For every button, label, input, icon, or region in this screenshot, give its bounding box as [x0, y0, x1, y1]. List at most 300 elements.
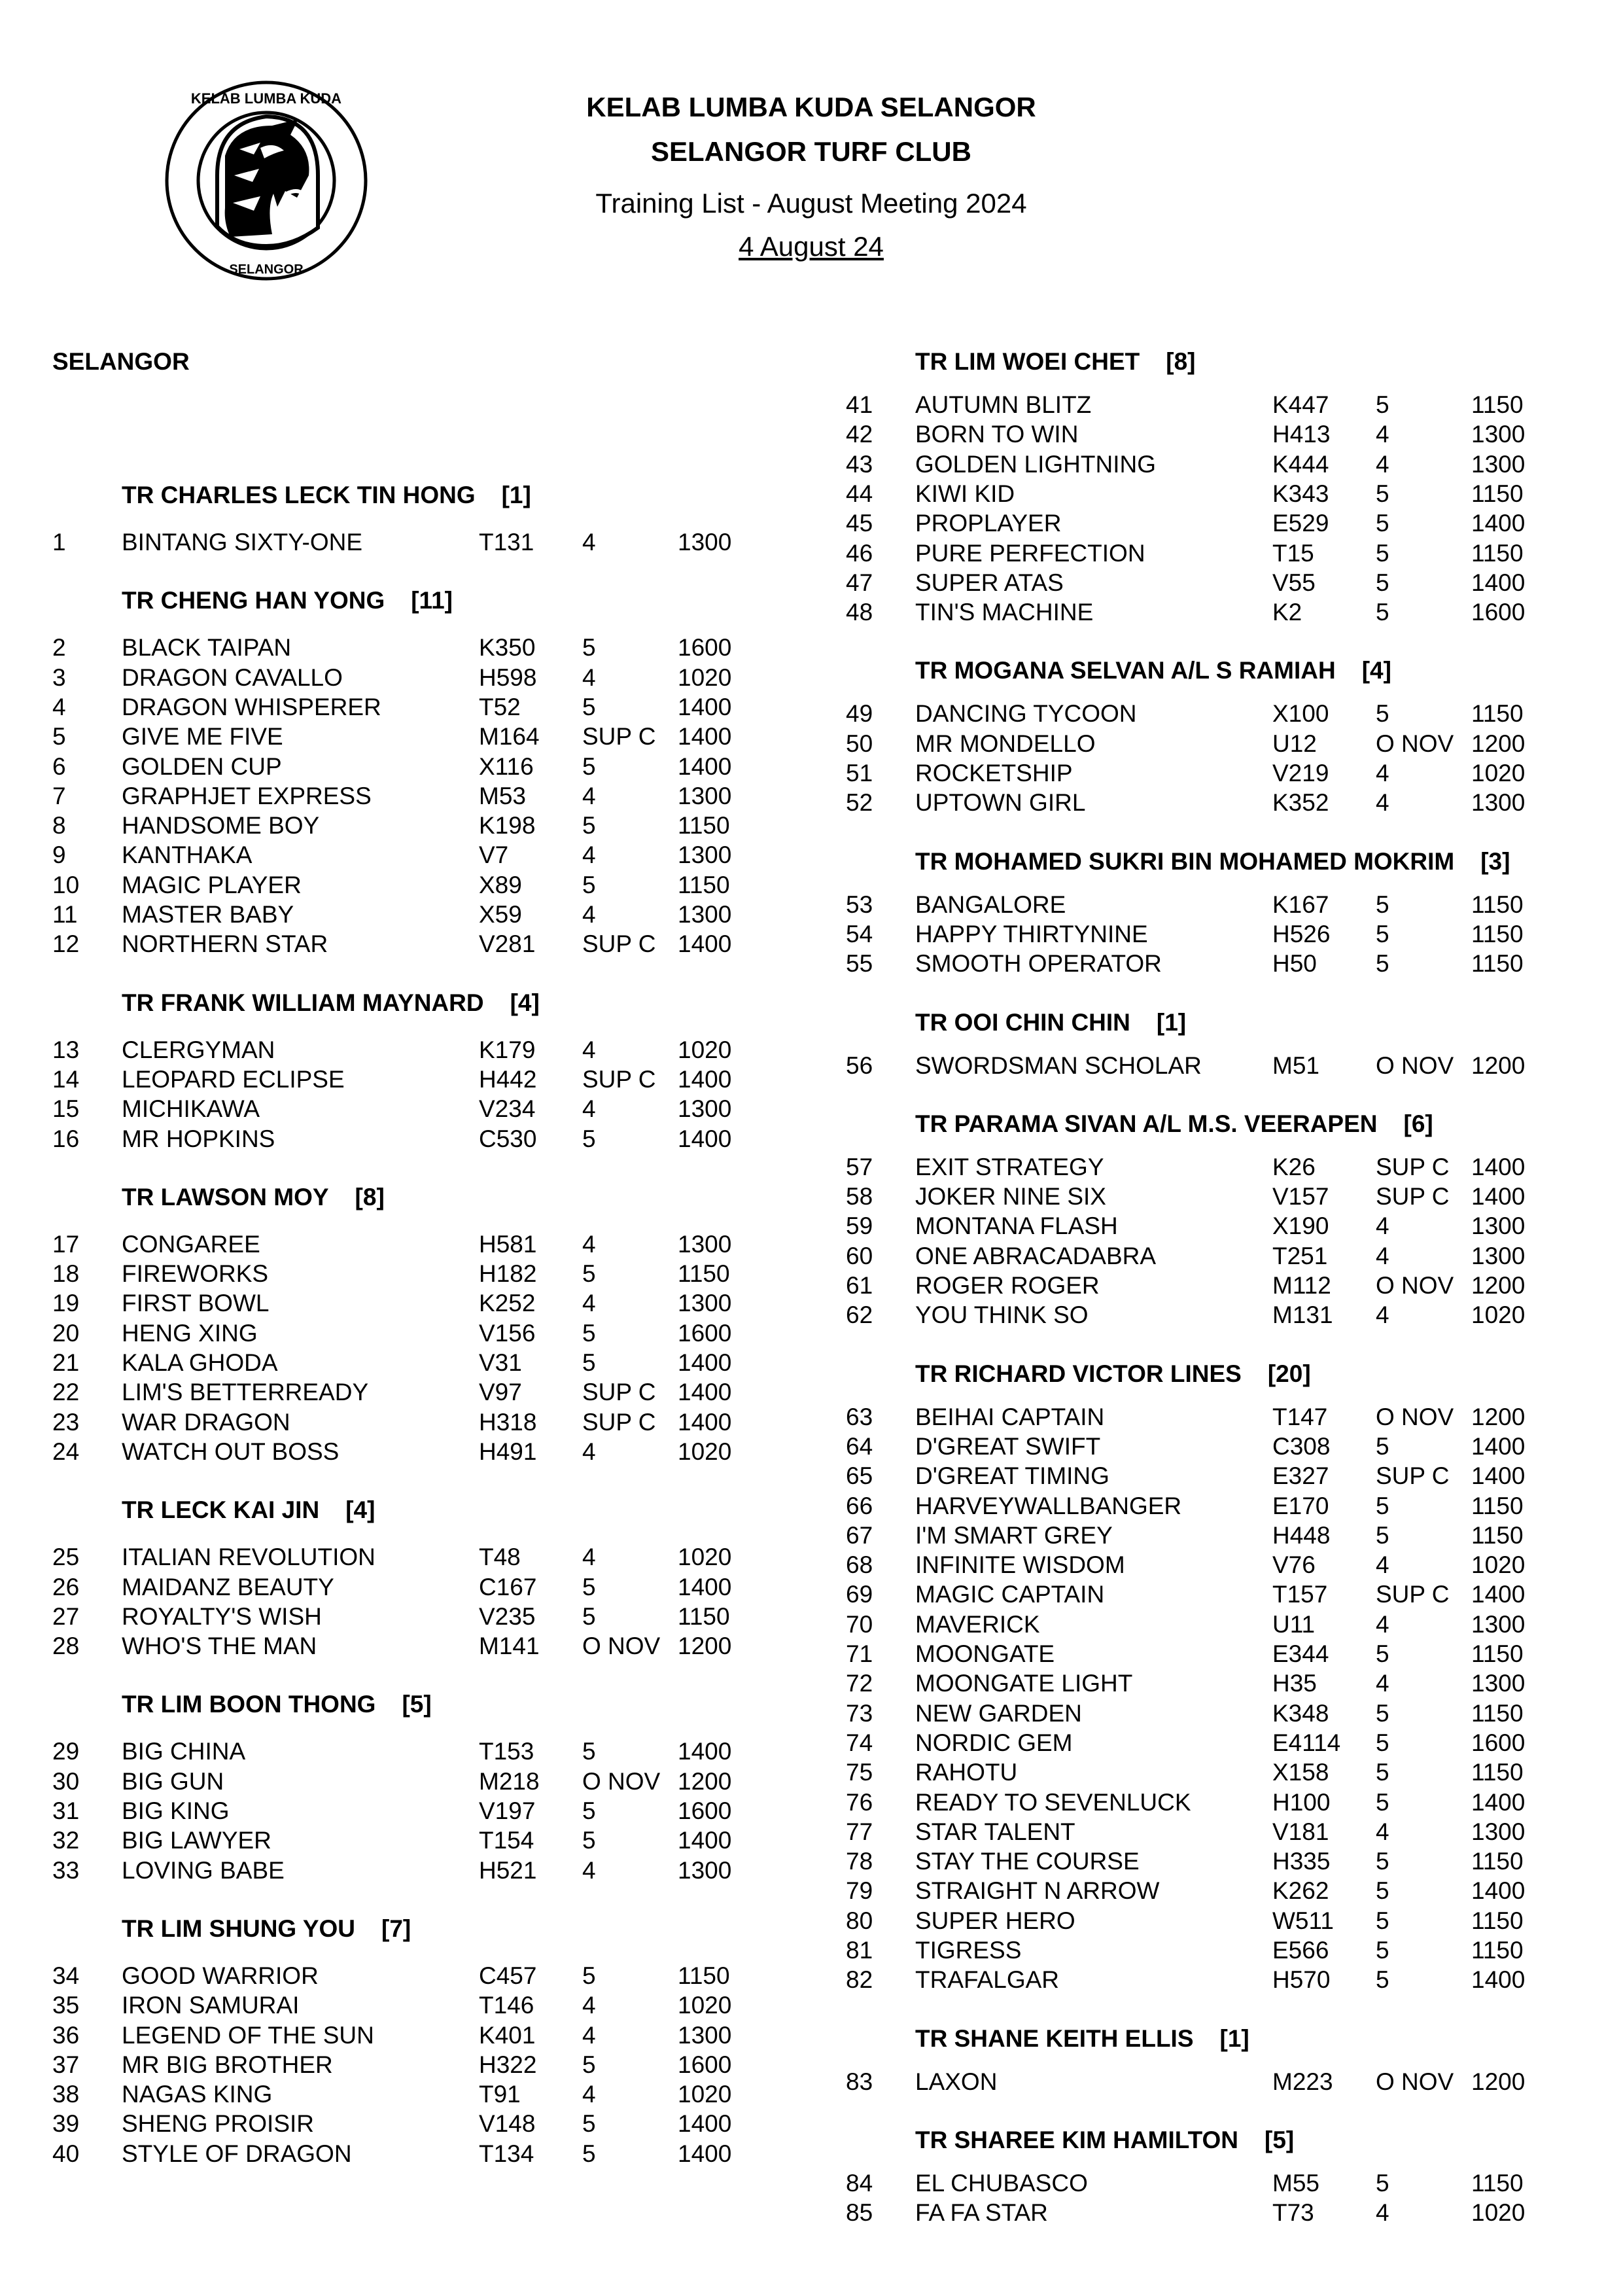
horse-class: 5 [582, 2140, 596, 2167]
horse-class: O NOV [1376, 1051, 1454, 1079]
horse-distance: 1150 [1471, 1640, 1524, 1667]
horse-number: 31 [52, 1797, 80, 1824]
horse-brand: M55 [1272, 2169, 1319, 2197]
horse-row [52, 664, 772, 694]
horse-name: CONGAREE [122, 1230, 260, 1258]
horse-name: MAGIC PLAYER [122, 871, 302, 898]
horse-row [846, 700, 1565, 730]
horse-row [52, 1036, 772, 1067]
horse-distance: 1300 [678, 1290, 732, 1317]
horse-distance: 1020 [1471, 1301, 1526, 1329]
horse-brand: V55 [1272, 569, 1316, 596]
trainer-horse-count: [8] [355, 1183, 385, 1210]
horse-distance: 1400 [1471, 1581, 1526, 1608]
horse-name: BANGALORE [915, 891, 1066, 918]
horse-brand: X89 [479, 871, 522, 898]
horse-number: 32 [52, 1827, 80, 1854]
horse-number: 54 [846, 920, 873, 947]
horse-brand: C167 [479, 1573, 537, 1600]
horse-distance: 1150 [678, 1602, 730, 1630]
horse-number: 6 [52, 752, 66, 780]
horse-class: 5 [1376, 391, 1389, 418]
horse-row [846, 2170, 1565, 2200]
horse-brand: U11 [1272, 1610, 1316, 1638]
horse-brand: W511 [1272, 1907, 1334, 1934]
horse-distance: 1200 [678, 1633, 732, 1660]
horse-class: 5 [1376, 1729, 1389, 1756]
trainer-name: TR OOI CHIN CHIN [915, 1008, 1130, 1036]
horse-distance: 1150 [1471, 1937, 1524, 1964]
horse-row [846, 1154, 1565, 1184]
horse-name: DANCING TYCOON [915, 700, 1137, 728]
horse-name: MAGIC CAPTAIN [915, 1581, 1105, 1608]
horse-row [846, 1966, 1565, 1996]
horse-row [52, 2051, 772, 2081]
horse-name: D'GREAT TIMING [915, 1462, 1109, 1490]
horse-number: 28 [52, 1633, 80, 1660]
horse-brand: T154 [479, 1827, 534, 1854]
horse-number: 80 [846, 1907, 873, 1934]
trainer-name: TR RICHARD VICTOR LINES [915, 1360, 1242, 1387]
horse-name: READY TO SEVENLUCK [915, 1788, 1191, 1816]
horse-brand: V181 [1272, 1818, 1329, 1845]
horse-number: 76 [846, 1788, 873, 1816]
horse-row [52, 1125, 772, 1156]
horse-number: 50 [846, 730, 873, 757]
horse-distance: 1150 [1471, 920, 1524, 947]
trainer-horse-count: [6] [1403, 1110, 1433, 1137]
horse-number: 64 [846, 1432, 873, 1460]
trainer-heading [122, 587, 453, 614]
horse-class: 5 [582, 1260, 596, 1288]
horse-distance: 1400 [1471, 569, 1526, 596]
horse-class: 5 [582, 634, 596, 662]
trainer-name: TR CHENG HAN YONG [122, 587, 385, 614]
horse-brand: K2 [1272, 599, 1302, 626]
horse-row [52, 812, 772, 842]
trainer-heading [915, 1110, 1433, 1138]
horse-number: 34 [52, 1962, 80, 1989]
horse-brand: E327 [1272, 1462, 1329, 1490]
horse-row [846, 1492, 1565, 1523]
horse-distance: 1400 [678, 930, 732, 958]
horse-name: YOU THINK SO [915, 1301, 1089, 1329]
horse-class: 5 [582, 1573, 596, 1600]
horse-class: 4 [582, 782, 596, 809]
horse-name: BORN TO WIN [915, 421, 1079, 448]
horse-distance: 1150 [678, 871, 730, 898]
horse-row [846, 1433, 1565, 1463]
horse-distance: 1600 [678, 2051, 732, 2078]
horse-row [846, 1877, 1565, 1907]
trainer-horse-count: [1] [501, 482, 531, 508]
horse-brand: V156 [479, 1319, 536, 1347]
horse-name: STAY THE COURSE [915, 1848, 1140, 1875]
horse-class: O NOV [582, 1767, 661, 1795]
horse-distance: 1300 [678, 1095, 732, 1123]
horse-brand: H526 [1272, 920, 1331, 947]
horse-class: SUP C [582, 1379, 656, 1406]
horse-brand: K444 [1272, 450, 1329, 478]
horse-name: MICHIKAWA [122, 1095, 260, 1123]
trainer-heading [915, 2025, 1249, 2053]
horse-distance: 1400 [678, 1573, 732, 1600]
horse-row [846, 1759, 1565, 1789]
horse-class: 5 [1376, 1848, 1389, 1875]
horse-number: 19 [52, 1290, 80, 1317]
horse-number: 47 [846, 569, 873, 596]
horse-distance: 1400 [678, 1125, 732, 1152]
horse-class: O NOV [1376, 1272, 1454, 1299]
horse-name: FIREWORKS [122, 1260, 269, 1288]
horse-number: 29 [52, 1738, 80, 1765]
horse-row [846, 1212, 1565, 1243]
horse-distance: 1300 [678, 901, 732, 928]
horse-number: 78 [846, 1848, 873, 1875]
horse-number: 69 [846, 1581, 873, 1608]
horse-class: 4 [1376, 1242, 1389, 1269]
trainer-heading [122, 1691, 432, 1718]
horse-distance: 1020 [678, 1036, 732, 1063]
horse-class: 4 [1376, 789, 1389, 817]
horse-class: 4 [582, 841, 596, 869]
horse-name: GOOD WARRIOR [122, 1962, 319, 1989]
trainer-horse-count: [5] [1265, 2126, 1295, 2153]
horse-class: 4 [582, 663, 596, 691]
horse-row [846, 480, 1565, 510]
horse-distance: 1400 [678, 1738, 732, 1765]
trainer-horse-count: [5] [402, 1691, 432, 1718]
horse-class: 4 [1376, 450, 1389, 478]
horse-brand: T52 [479, 693, 521, 720]
horse-class: SUP C [582, 930, 656, 958]
horse-number: 58 [846, 1183, 873, 1210]
logo-text-bottom: SELANGOR [229, 262, 304, 277]
horse-number: 10 [52, 871, 80, 898]
horse-distance: 1600 [1471, 599, 1526, 626]
horse-row [846, 1611, 1565, 1641]
horse-brand: M223 [1272, 2068, 1333, 2095]
horse-brand: V7 [479, 841, 509, 869]
horse-brand: M141 [479, 1633, 540, 1660]
horse-distance: 1200 [1471, 1403, 1526, 1430]
horse-class: 4 [582, 1290, 596, 1317]
trainer-name: TR LAWSON MOY [122, 1183, 329, 1210]
horse-row [846, 760, 1565, 790]
horse-distance: 1300 [1471, 1670, 1526, 1697]
horse-name: LEOPARD ECLIPSE [122, 1065, 345, 1093]
horse-brand: C457 [479, 1962, 537, 1989]
horse-number: 38 [52, 2081, 80, 2108]
horse-row [52, 694, 772, 724]
horse-number: 41 [846, 391, 873, 418]
horse-name: TIN'S MACHINE [915, 599, 1094, 626]
horse-name: BLACK TAIPAN [122, 634, 292, 662]
horse-number: 16 [52, 1125, 80, 1152]
horse-distance: 1150 [678, 1260, 730, 1288]
horse-name: MAIDANZ BEAUTY [122, 1573, 334, 1600]
horse-distance: 1200 [678, 1767, 732, 1795]
horse-name: DRAGON WHISPERER [122, 693, 381, 720]
trainer-heading [915, 848, 1510, 875]
horse-class: 5 [1376, 1699, 1389, 1727]
horse-row [846, 1907, 1565, 1937]
horse-distance: 1150 [1471, 1848, 1524, 1875]
horse-row [846, 1729, 1565, 1759]
horse-row [846, 1272, 1565, 1302]
horse-row [846, 1462, 1565, 1492]
horse-name: MOONGATE [915, 1640, 1055, 1667]
horse-distance: 1020 [678, 1992, 732, 2019]
horse-row [52, 930, 772, 961]
horse-row [846, 569, 1565, 599]
horse-name: HAPPY THIRTYNINE [915, 920, 1148, 947]
horse-class: 4 [1376, 1670, 1389, 1697]
horse-number: 8 [52, 812, 66, 839]
trainer-heading [122, 1496, 375, 1524]
horse-brand: T134 [479, 2140, 534, 2167]
horse-row [52, 1260, 772, 1290]
horse-brand: K252 [479, 1290, 536, 1317]
horse-number: 55 [846, 950, 873, 978]
trainer-heading [915, 2127, 1294, 2154]
horse-number: 66 [846, 1492, 873, 1519]
horse-class: 5 [1376, 700, 1389, 728]
horse-name: MONTANA FLASH [915, 1212, 1118, 1240]
horse-brand: H570 [1272, 1966, 1331, 1994]
horse-name: STAR TALENT [915, 1818, 1075, 1845]
horse-brand: V157 [1272, 1183, 1329, 1210]
horse-distance: 1150 [1471, 950, 1524, 978]
horse-brand: V219 [1272, 760, 1329, 786]
horse-name: TIGRESS [915, 1937, 1022, 1964]
trainer-name: TR LIM WOEI CHET [915, 348, 1140, 375]
trainer-horse-count: [4] [1361, 657, 1391, 684]
horse-name: SHENG PROISIR [122, 2110, 314, 2138]
horse-number: 72 [846, 1670, 873, 1697]
horse-row [52, 872, 772, 902]
horse-distance: 1400 [678, 1065, 732, 1093]
horse-number: 18 [52, 1260, 80, 1288]
horse-row [52, 2081, 772, 2111]
trainer-horse-count: [4] [345, 1496, 375, 1524]
club-name-malay: KELAB LUMBA KUDA SELANGOR [586, 92, 1036, 122]
horse-class: 5 [1376, 510, 1389, 537]
horse-row [846, 451, 1565, 481]
trainer-heading [915, 348, 1195, 376]
trainer-heading [122, 1915, 411, 1943]
horse-row [846, 1818, 1565, 1848]
horse-row [52, 1095, 772, 1125]
horse-name: TRAFALGAR [915, 1966, 1059, 1994]
horse-class: 4 [1376, 1818, 1389, 1845]
horse-name: LAXON [915, 2068, 998, 2095]
horse-class: SUP C [1376, 1183, 1450, 1210]
horse-row [846, 391, 1565, 421]
horse-brand: C308 [1272, 1432, 1331, 1460]
horse-number: 48 [846, 599, 873, 626]
horse-class: 5 [582, 871, 596, 898]
horse-class: 5 [1376, 1492, 1389, 1519]
horse-name: STRAIGHT N ARROW [915, 1877, 1160, 1905]
horse-row [52, 1290, 772, 1320]
horse-number: 46 [846, 539, 873, 567]
horse-distance: 1150 [1471, 2169, 1524, 2197]
horse-brand: H322 [479, 2051, 537, 2078]
horse-class: SUP C [582, 1408, 656, 1436]
club-name-english: SELANGOR TURF CLUB [651, 136, 971, 167]
horse-distance: 1400 [678, 2110, 732, 2138]
horse-name: EXIT STRATEGY [915, 1153, 1104, 1180]
horse-name: FIRST BOWL [122, 1290, 270, 1317]
horse-class: O NOV [1376, 730, 1454, 757]
horse-brand: T48 [479, 1544, 521, 1571]
horse-number: 82 [846, 1966, 873, 1994]
horse-distance: 1020 [1471, 1551, 1526, 1579]
horse-distance: 1150 [1471, 1699, 1524, 1727]
horse-class: 5 [582, 1602, 596, 1630]
horse-name: BIG LAWYER [122, 1827, 271, 1854]
horse-class: 4 [582, 529, 596, 556]
horse-name: SUPER ATAS [915, 569, 1064, 596]
horse-distance: 1020 [1471, 760, 1526, 786]
horse-row [846, 1243, 1565, 1273]
horse-brand: K179 [479, 1036, 536, 1063]
horse-number: 7 [52, 782, 66, 809]
horse-number: 33 [52, 1856, 80, 1884]
horse-row [52, 1544, 772, 1574]
horse-number: 12 [52, 930, 80, 958]
horse-row [846, 540, 1565, 570]
horse-class: 5 [582, 1797, 596, 1824]
horse-distance: 1200 [1471, 1051, 1526, 1079]
horse-row [846, 2068, 1565, 2098]
horse-distance: 1300 [1471, 450, 1526, 478]
horse-class: 5 [1376, 539, 1389, 567]
horse-distance: 1150 [1471, 700, 1524, 728]
horse-brand: M131 [1272, 1301, 1333, 1329]
horse-row [52, 723, 772, 753]
horse-distance: 1600 [678, 1797, 732, 1824]
horse-brand: H318 [479, 1408, 537, 1436]
horse-name: RAHOTU [915, 1759, 1018, 1786]
horse-class: 4 [582, 2081, 596, 2108]
trainer-name: TR CHARLES LECK TIN HONG [122, 482, 476, 508]
horse-name: ROYALTY'S WISH [122, 1602, 322, 1630]
horse-number: 60 [846, 1242, 873, 1269]
horse-distance: 1200 [1471, 1272, 1526, 1299]
horse-row [846, 1183, 1565, 1213]
horse-class: O NOV [1376, 1403, 1454, 1430]
horse-distance: 1150 [1471, 480, 1524, 507]
horse-name: HANDSOME BOY [122, 812, 320, 839]
horse-brand: K167 [1272, 891, 1329, 918]
trainer-horse-count: [8] [1166, 348, 1196, 375]
horse-number: 22 [52, 1379, 80, 1406]
horse-name: GIVE ME FIVE [122, 723, 283, 751]
horse-distance: 1600 [678, 634, 732, 662]
horse-distance: 1300 [678, 1230, 732, 1258]
horse-name: MR BIG BROTHER [122, 2051, 333, 2078]
horse-distance: 1300 [678, 2021, 732, 2049]
horse-class: 5 [1376, 1937, 1389, 1964]
horse-row [846, 1670, 1565, 1700]
horse-brand: H35 [1272, 1670, 1317, 1697]
horse-class: 5 [582, 1827, 596, 1854]
horse-brand: V197 [479, 1797, 536, 1824]
horse-row [52, 1603, 772, 1633]
horse-name: WHO'S THE MAN [122, 1633, 317, 1660]
club-logo [162, 77, 370, 284]
horse-row [846, 921, 1565, 951]
horse-distance: 1400 [1471, 1183, 1526, 1210]
horse-row [846, 1522, 1565, 1552]
horse-number: 83 [846, 2068, 873, 2095]
horse-distance: 1300 [678, 782, 732, 809]
horse-name: BINTANG SIXTY-ONE [122, 529, 363, 556]
horse-name: MASTER BABY [122, 901, 294, 928]
horse-name: KIWI KID [915, 480, 1015, 507]
horse-distance: 1150 [1471, 539, 1524, 567]
trainer-heading [122, 482, 531, 509]
horse-number: 1 [52, 529, 66, 556]
horse-brand: H50 [1272, 950, 1317, 978]
horse-row [846, 1700, 1565, 1730]
horse-name: GRAPHJET EXPRESS [122, 782, 372, 809]
horse-row [52, 2110, 772, 2140]
trainer-heading [122, 989, 540, 1017]
trainer-name: TR FRANK WILLIAM MAYNARD [122, 989, 484, 1016]
horse-name: JOKER NINE SIX [915, 1183, 1106, 1210]
horse-class: 4 [1376, 1610, 1389, 1638]
horse-brand: K401 [479, 2021, 536, 2049]
trainer-name: TR SHANE KEITH ELLIS [915, 2024, 1194, 2052]
horse-number: 3 [52, 663, 66, 691]
horse-distance: 1020 [678, 1544, 732, 1571]
horse-row [52, 841, 772, 872]
horse-class: 5 [1376, 891, 1389, 918]
horse-number: 65 [846, 1462, 873, 1490]
horse-brand: E344 [1272, 1640, 1329, 1667]
horse-number: 35 [52, 1992, 80, 2019]
horse-class: 5 [1376, 1432, 1389, 1460]
horse-brand: X59 [479, 901, 522, 928]
horse-name: NEW GARDEN [915, 1699, 1082, 1727]
horse-row [52, 1438, 772, 1468]
horse-brand: H491 [479, 1438, 537, 1465]
horse-class: 4 [1376, 421, 1389, 448]
trainer-name: TR SHAREE KIM HAMILTON [915, 2126, 1239, 2153]
horse-name: EL CHUBASCO [915, 2169, 1088, 2197]
horse-name: WAR DRAGON [122, 1408, 290, 1436]
trainer-horse-count: [11] [411, 587, 453, 614]
horse-row [52, 901, 772, 931]
horse-number: 39 [52, 2110, 80, 2138]
horse-distance: 1020 [678, 2081, 732, 2108]
horse-class: 4 [582, 1036, 596, 1063]
horse-brand: H521 [479, 1856, 537, 1884]
horse-class: SUP C [1376, 1153, 1450, 1180]
horse-name: I'M SMART GREY [915, 1521, 1113, 1549]
horse-brand: U12 [1272, 730, 1317, 757]
horse-distance: 1300 [1471, 1212, 1526, 1240]
horse-distance: 1300 [678, 529, 732, 556]
horse-distance: 1400 [678, 693, 732, 720]
horse-distance: 1150 [1471, 1492, 1524, 1519]
horse-distance: 1400 [1471, 1877, 1526, 1905]
horse-number: 17 [52, 1230, 80, 1258]
horse-brand: T131 [479, 529, 534, 556]
